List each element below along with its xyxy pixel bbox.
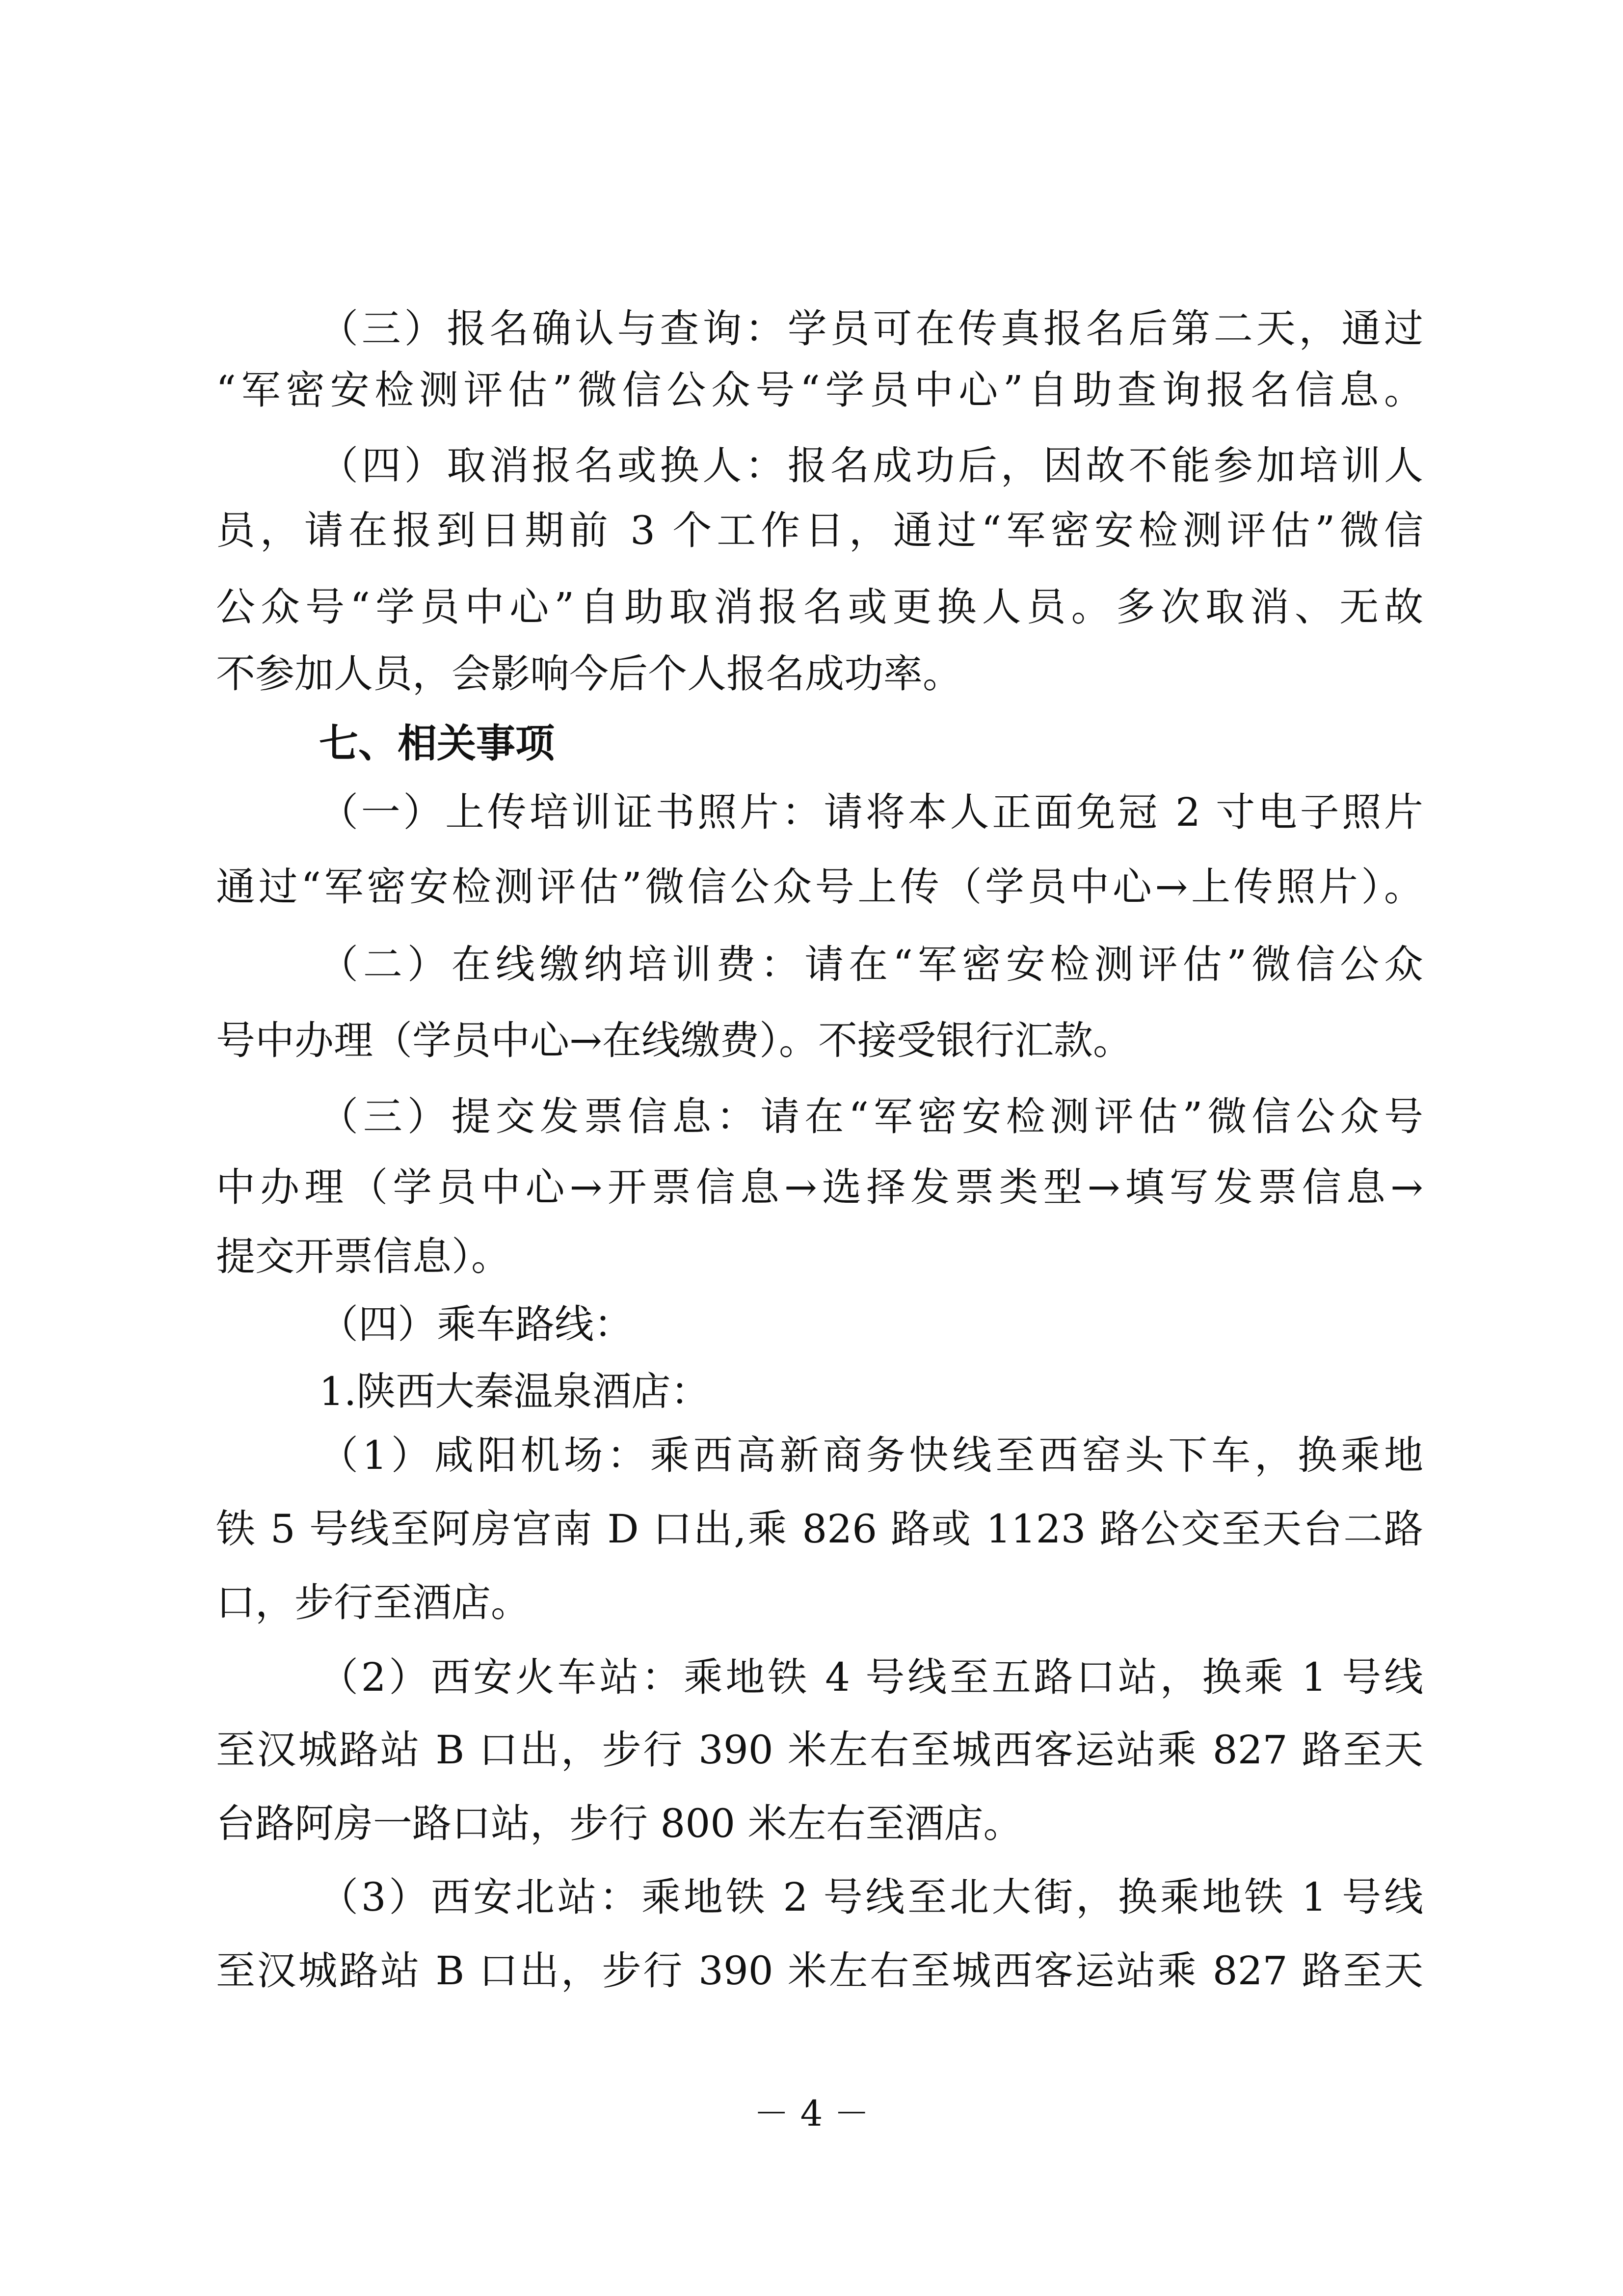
paragraph-line: 台路阿房一路口站，步行 800 米左右至酒店。 [216,1801,1023,1846]
paragraph-line: （四）取消报名或换人：报名成功后，因故不能参加培训人 [319,443,1423,488]
paragraph-line: 不参加人员，会影响今后个人报名成功率。 [216,651,962,697]
page-number: － 4 － [753,2093,870,2134]
paragraph-line: （三）报名确认与查询：学员可在传真报名后第二天，通过 [319,306,1423,351]
paragraph-line: 中办理（学员中心→开票信息→选择发票类型→填写发票信息→ [216,1164,1423,1210]
paragraph-line: （三）提交发票信息：请在“军密安检测评估”微信公众号 [319,1094,1423,1139]
paragraph-line: （3）西安北站：乘地铁 2 号线至北大街，换乘地铁 1 号线 [319,1874,1423,1920]
paragraph-line: （四）乘车路线： [319,1301,633,1347]
paragraph-line: “军密安检测评估”微信公众号“学员中心”自助查询报名信息。 [216,367,1423,413]
paragraph-line: 铁 5 号线至阿房宫南 D 口出,乘 826 路或 1123 路公交至天台二路 [216,1506,1423,1552]
paragraph-line: （二）在线缴纳培训费：请在“军密安检测评估”微信公众 [319,942,1423,987]
paragraph-line: 号中办理（学员中心→在线缴费）。不接受银行汇款。 [216,1018,1133,1063]
paragraph-line: （一）上传培训证书照片：请将本人正面免冠 2 寸电子照片 [319,789,1423,835]
section-heading: 七、相关事项 [319,721,555,766]
paragraph-line: （1）咸阳机场：乘西高新商务快线至西窑头下车，换乘地 [319,1432,1423,1478]
paragraph-line: 员，请在报到日期前 3 个工作日，通过“军密安检测评估”微信 [216,508,1423,553]
paragraph-line: 至汉城路站 B 口出，步行 390 米左右至城西客运站乘 827 路至天 [216,1948,1423,1994]
paragraph-line: 公众号“学员中心”自助取消报名或更换人员。多次取消、无故 [216,584,1423,630]
paragraph-line: 口，步行至酒店。 [216,1580,530,1625]
paragraph-line: 至汉城路站 B 口出，步行 390 米左右至城西客运站乘 827 路至天 [216,1727,1423,1773]
paragraph-line: （2）西安火车站：乘地铁 4 号线至五路口站，换乘 1 号线 [319,1654,1423,1700]
paragraph-line: 1.陕西大秦温泉酒店： [319,1369,710,1414]
paragraph-line: 通过“军密安检测评估”微信公众号上传（学员中心→上传照片）。 [216,864,1423,910]
paragraph-line: 提交开票信息）。 [216,1234,510,1279]
